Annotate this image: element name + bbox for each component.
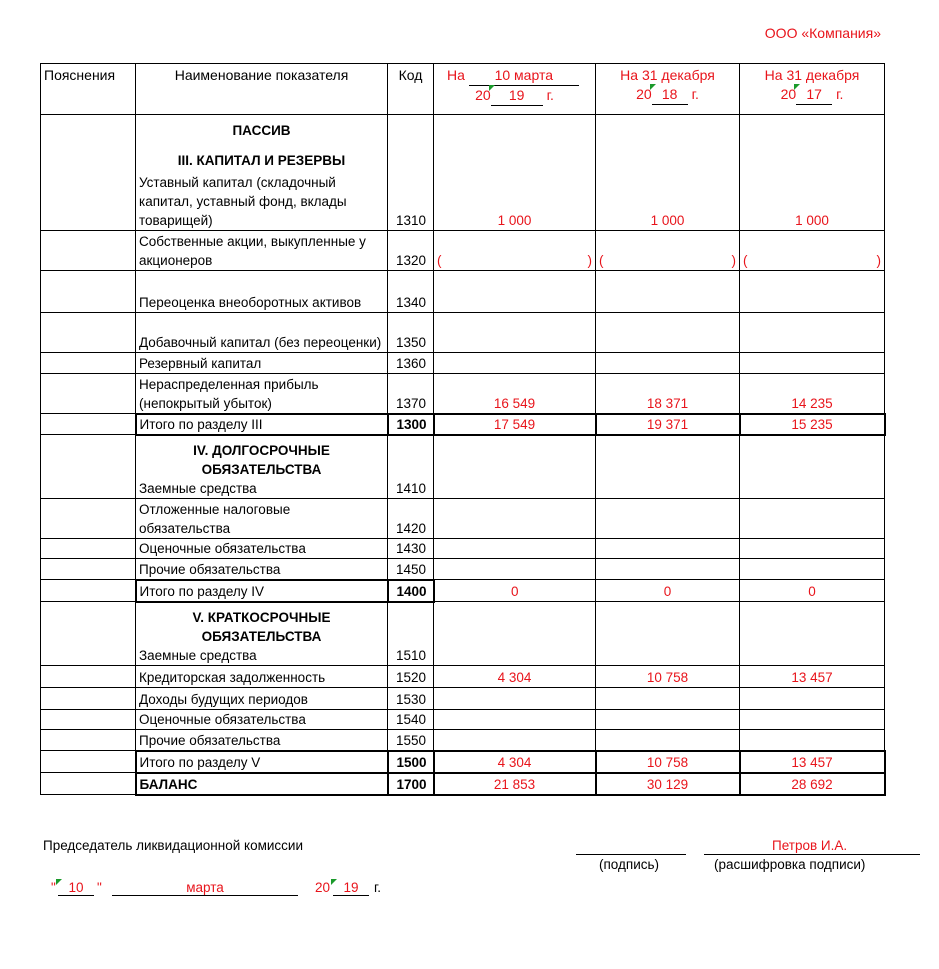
row-name-1420: Отложенные налоговые обязательства	[136, 499, 388, 539]
row-name-1700: БАЛАНС	[136, 773, 388, 795]
row-1370-v2: 18 371	[596, 374, 740, 414]
row-name-1520: Кредиторская задолженность	[136, 666, 388, 688]
row-code-1350: 1350	[388, 313, 434, 353]
row-name-1450: Прочие обязательства	[136, 559, 388, 580]
row-1520-v2: 10 758	[596, 666, 740, 688]
table-row	[41, 115, 885, 231]
balance-table	[40, 63, 886, 796]
row-1400-v3: 0	[740, 580, 885, 602]
row-code-1500: 1500	[388, 751, 434, 773]
row-code-1540: 1540	[388, 710, 434, 730]
input-marker-icon	[331, 879, 337, 885]
prev-year-field: 18	[652, 85, 688, 105]
row-1520-v1: 4 304	[434, 666, 596, 688]
date-day-field: 10	[58, 880, 94, 896]
table-row	[41, 374, 885, 414]
row-name-1430: Оценочные обязательства	[136, 539, 388, 559]
row-code-1360: 1360	[388, 353, 434, 374]
row-name-1340: Переоценка внеоборотных активов	[136, 271, 388, 313]
row-code-1370: 1370	[388, 374, 434, 414]
row-name-1370: Нераспределенная прибыль (непокрытый убыток)	[136, 374, 388, 414]
input-marker-icon	[650, 84, 656, 90]
row-1700-v1: 21 853	[434, 773, 596, 795]
date-month-field: марта	[112, 880, 298, 896]
row-name-1310: Уставный капитал (складочный капитал, уставный фонд, вклады товарищей)	[139, 175, 347, 228]
row-1400-v2: 0	[596, 580, 740, 602]
col-prev-header: На 31 декабря 20 18 г.	[596, 64, 740, 115]
decode-caption: (расшифровка подписи)	[714, 857, 866, 872]
row-name-1550: Прочие обязательства	[136, 730, 388, 751]
table-row	[41, 751, 885, 773]
table-header-row	[41, 64, 885, 115]
row-1520-v3: 13 457	[740, 666, 885, 688]
row-1500-v2: 10 758	[596, 751, 740, 773]
input-marker-icon	[489, 85, 495, 91]
section-title-4: IV. ДОЛГОСРОЧНЫЕ ОБЯЗАТЕЛЬСТВА	[193, 443, 330, 477]
row-code-1300: 1300	[388, 414, 434, 435]
current-year-field: 19	[491, 86, 543, 106]
signer-name: Петров И.А.	[772, 838, 848, 853]
table-row	[41, 539, 885, 559]
row-code-1520: 1520	[388, 666, 434, 688]
row-1300-v3: 15 235	[740, 414, 885, 435]
company-name: ООО «Компания»	[764, 25, 881, 41]
row-name-1530: Доходы будущих периодов	[136, 688, 388, 710]
table-row	[41, 313, 885, 353]
table-row	[41, 602, 885, 666]
table-row: Собственные акции, выкупленные у акционеров 1320 ( ) ( ) ( )	[41, 231, 885, 271]
signature-caption: (подпись)	[599, 857, 660, 872]
table-row	[41, 730, 885, 751]
chairman-label: Председатель ликвидационной комиссии	[43, 838, 303, 853]
table-row	[41, 353, 885, 374]
prev2-year-field: 17	[796, 85, 832, 105]
row-1700-v3: 28 692	[740, 773, 885, 795]
row-name-1350: Добавочный капитал (без переоценки)	[136, 313, 388, 353]
row-name-1540: Оценочные обязательства	[136, 710, 388, 730]
row-name-1410: Заемные средства	[139, 481, 257, 496]
table-row	[41, 271, 885, 313]
row-code-1510: 1510	[388, 602, 434, 666]
input-marker-icon	[794, 84, 800, 90]
signature-line	[576, 854, 686, 855]
row-code-1320: 1320	[388, 231, 434, 271]
row-1500-v1: 4 304	[434, 751, 596, 773]
date-quote-close: "	[97, 880, 102, 895]
row-code-1430: 1430	[388, 539, 434, 559]
row-1400-v1: 0	[434, 580, 596, 602]
row-code-1420: 1420	[388, 499, 434, 539]
col-name-header: Наименование показателя	[136, 64, 388, 115]
current-date-field: 10 марта	[469, 66, 579, 86]
row-1500-v3: 13 457	[740, 751, 885, 773]
row-code-1340: 1340	[388, 271, 434, 313]
col-notes-header: Пояснения	[41, 64, 136, 115]
row-code-1450: 1450	[388, 559, 434, 580]
row-1300-v2: 19 371	[596, 414, 740, 435]
row-name-1300: Итого по разделу III	[136, 414, 388, 435]
input-marker-icon	[56, 879, 62, 885]
row-name-1320: Собственные акции, выкупленные у акционеров	[136, 231, 388, 271]
table-row	[41, 710, 885, 730]
row-code-1310: 1310	[388, 115, 434, 231]
table-row	[41, 414, 885, 435]
row-name-1500: Итого по разделу V	[136, 751, 388, 773]
col-code-header: Код	[388, 64, 434, 115]
table-row	[41, 688, 885, 710]
row-1370-v1: 16 549	[434, 374, 596, 414]
col-current-header: На 10 марта 20 19 г.	[434, 64, 596, 115]
row-1310-v1: 1 000	[434, 115, 596, 231]
row-code-1400: 1400	[388, 580, 434, 602]
date-quote-open: "	[51, 880, 56, 895]
row-1700-v2: 30 129	[596, 773, 740, 795]
table-row	[41, 499, 885, 539]
row-name-1400: Итого по разделу IV	[136, 580, 388, 602]
table-row	[41, 666, 885, 688]
date-year-prefix: 20	[315, 880, 331, 895]
date-year-field: 19	[333, 880, 369, 896]
date-year-suffix: г.	[374, 880, 382, 895]
row-code-1700: 1700	[388, 773, 434, 795]
row-1370-v3: 14 235	[740, 374, 885, 414]
row-code-1530: 1530	[388, 688, 434, 710]
row-1300-v1: 17 549	[434, 414, 596, 435]
row-name-1510: Заемные средства	[139, 648, 257, 663]
decode-line	[704, 854, 920, 855]
row-code-1550: 1550	[388, 730, 434, 751]
row-name-1360: Резервный капитал	[136, 353, 388, 374]
section-title-5: V. КРАТКОСРОЧНЫЕ ОБЯЗАТЕЛЬСТВА	[192, 610, 331, 644]
col-prev2-header: На 31 декабря 20 17 г.	[740, 64, 885, 115]
table-row	[41, 435, 885, 499]
section-title-passiv: ПАССИВ	[232, 123, 291, 138]
table-row	[41, 773, 885, 795]
row-code-1410: 1410	[388, 435, 434, 499]
row-1310-v2: 1 000	[596, 115, 740, 231]
section-title-3: III. КАПИТАЛ И РЕЗЕРВЫ	[177, 153, 346, 168]
table-row	[41, 559, 885, 580]
row-1310-v3: 1 000	[740, 115, 885, 231]
table-row	[41, 580, 885, 602]
